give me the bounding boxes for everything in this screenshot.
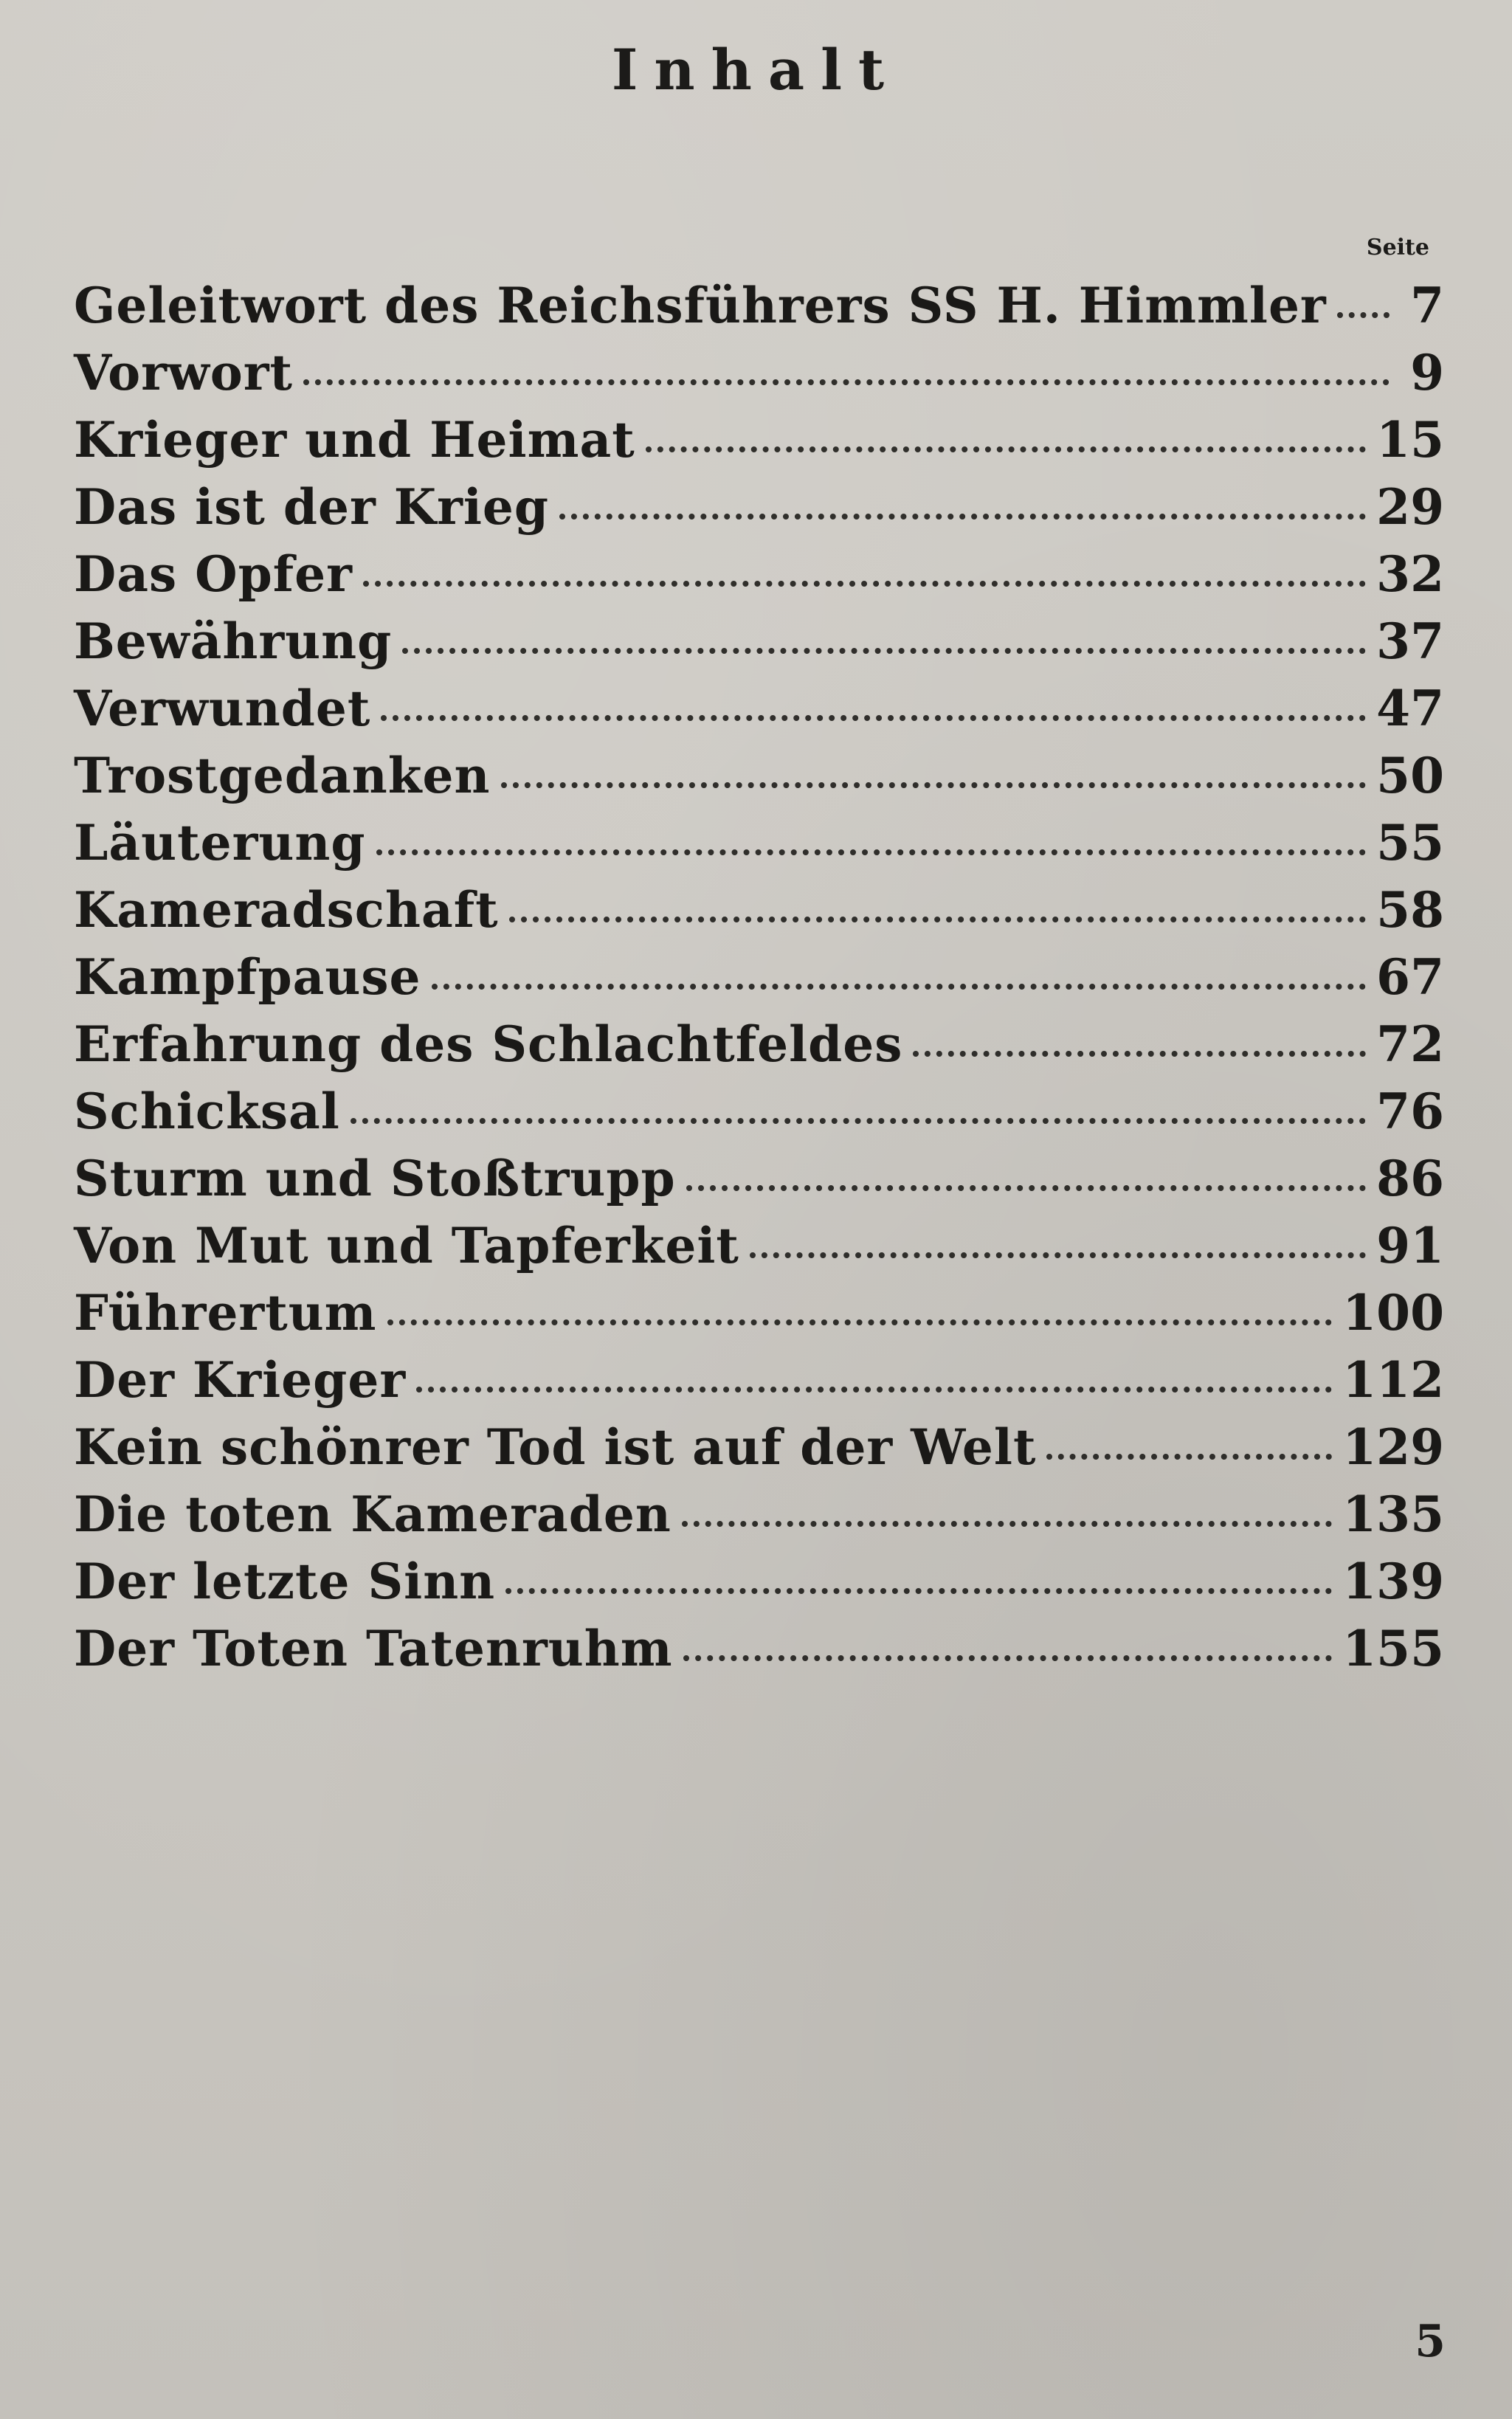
toc-entry-page: 29 <box>1376 478 1444 536</box>
toc-entry-title: Geleitwort des Reichsführers SS H. Himmler <box>74 277 1327 334</box>
toc-entry <box>74 1418 1444 1485</box>
toc-entry-page: 32 <box>1376 545 1444 603</box>
dot-leader <box>351 1118 1366 1124</box>
toc-entry-title: Kampfpause <box>74 948 421 1006</box>
toc-entry-title: Der Toten Tatenruhm <box>74 1620 673 1677</box>
toc-entry-title: Sturm und Stoßtrupp <box>74 1150 676 1207</box>
toc-entry <box>74 881 1444 948</box>
toc-entry <box>74 411 1444 478</box>
toc-entry-title: Bewährung <box>74 612 393 670</box>
page-number: 5 <box>1415 2316 1446 2367</box>
toc-entry-title: Das ist der Krieg <box>74 478 550 536</box>
dot-leader <box>387 1319 1333 1325</box>
toc-entry-title: Das Opfer <box>74 545 353 603</box>
toc-entry <box>74 545 1444 612</box>
toc-entry-page: 47 <box>1376 680 1444 737</box>
dot-leader <box>376 849 1367 855</box>
toc-entry-title: Verwundet <box>74 680 371 737</box>
toc-entry <box>74 478 1444 545</box>
toc-entry-page: 155 <box>1342 1620 1444 1677</box>
toc-entry-title: Die toten Kameraden <box>74 1485 672 1543</box>
dot-leader <box>509 917 1367 922</box>
toc-entry-title: Kameradschaft <box>74 881 499 939</box>
toc-entry-title: Vorwort <box>74 344 294 401</box>
dot-leader <box>750 1252 1366 1258</box>
toc-entry-page: 9 <box>1410 344 1444 401</box>
page-title: Inhalt <box>611 37 901 103</box>
toc-entry <box>74 1485 1444 1553</box>
toc-entry-page: 72 <box>1376 1015 1444 1073</box>
toc-entry-title: Schicksal <box>74 1083 340 1140</box>
toc-entry-title: Erfahrung des Schlachtfeldes <box>74 1015 903 1073</box>
table-of-contents <box>74 277 1444 1687</box>
dot-leader <box>1337 312 1390 318</box>
dot-leader <box>432 984 1367 990</box>
toc-entry <box>74 1351 1444 1418</box>
toc-entry-page: 100 <box>1342 1284 1444 1342</box>
toc-entry-page: 50 <box>1376 747 1444 804</box>
toc-entry-page: 37 <box>1376 612 1444 670</box>
toc-entry-page: 58 <box>1376 881 1444 939</box>
dot-leader <box>363 581 1366 587</box>
dot-leader <box>686 1185 1366 1191</box>
toc-entry-title: Der Krieger <box>74 1351 407 1409</box>
dot-leader <box>501 782 1367 788</box>
toc-entry-page: 15 <box>1376 411 1444 469</box>
dot-leader <box>913 1051 1366 1057</box>
toc-entry <box>74 344 1444 411</box>
dot-leader <box>303 379 1390 385</box>
toc-entry-page: 55 <box>1376 814 1444 872</box>
toc-entry-page: 129 <box>1342 1418 1444 1476</box>
dot-leader <box>1046 1454 1332 1460</box>
dot-leader <box>682 1521 1332 1527</box>
toc-entry <box>74 1217 1444 1284</box>
toc-entry <box>74 814 1444 881</box>
toc-entry-title: Von Mut und Tapferkeit <box>74 1217 739 1274</box>
toc-entry <box>74 948 1444 1015</box>
toc-entry <box>74 1284 1444 1351</box>
toc-entry-page: 139 <box>1342 1553 1444 1610</box>
dot-leader <box>646 446 1366 452</box>
toc-entry <box>74 747 1444 814</box>
toc-entry-page: 91 <box>1376 1217 1444 1274</box>
dot-leader <box>683 1655 1333 1661</box>
toc-entry-title: Führertum <box>74 1284 377 1342</box>
toc-entry <box>74 277 1444 344</box>
toc-entry <box>74 1015 1444 1083</box>
toc-entry <box>74 1620 1444 1687</box>
dot-leader <box>416 1387 1332 1393</box>
toc-entry-page: 135 <box>1342 1485 1444 1543</box>
toc-entry-page: 76 <box>1376 1083 1444 1140</box>
toc-entry-page: 112 <box>1342 1351 1444 1409</box>
toc-entry <box>74 1553 1444 1620</box>
toc-entry <box>74 680 1444 747</box>
dot-leader <box>505 1588 1332 1594</box>
toc-entry-page: 67 <box>1376 948 1444 1006</box>
toc-entry-page: 86 <box>1376 1150 1444 1207</box>
toc-entry-title: Krieger und Heimat <box>74 411 635 469</box>
toc-entry-title: Kein schönrer Tod ist auf der Welt <box>74 1418 1037 1476</box>
dot-leader <box>559 514 1366 520</box>
toc-entry <box>74 1083 1444 1150</box>
toc-entry-title: Trostgedanken <box>74 747 491 804</box>
toc-entry-page: 7 <box>1410 277 1444 334</box>
toc-entry-title: Läuterung <box>74 814 366 872</box>
dot-leader <box>381 715 1366 721</box>
toc-entry <box>74 612 1444 680</box>
toc-entry <box>74 1150 1444 1217</box>
page-column-label: Seite <box>1366 235 1429 260</box>
toc-entry-title: Der letzte Sinn <box>74 1553 496 1610</box>
dot-leader <box>402 648 1366 654</box>
